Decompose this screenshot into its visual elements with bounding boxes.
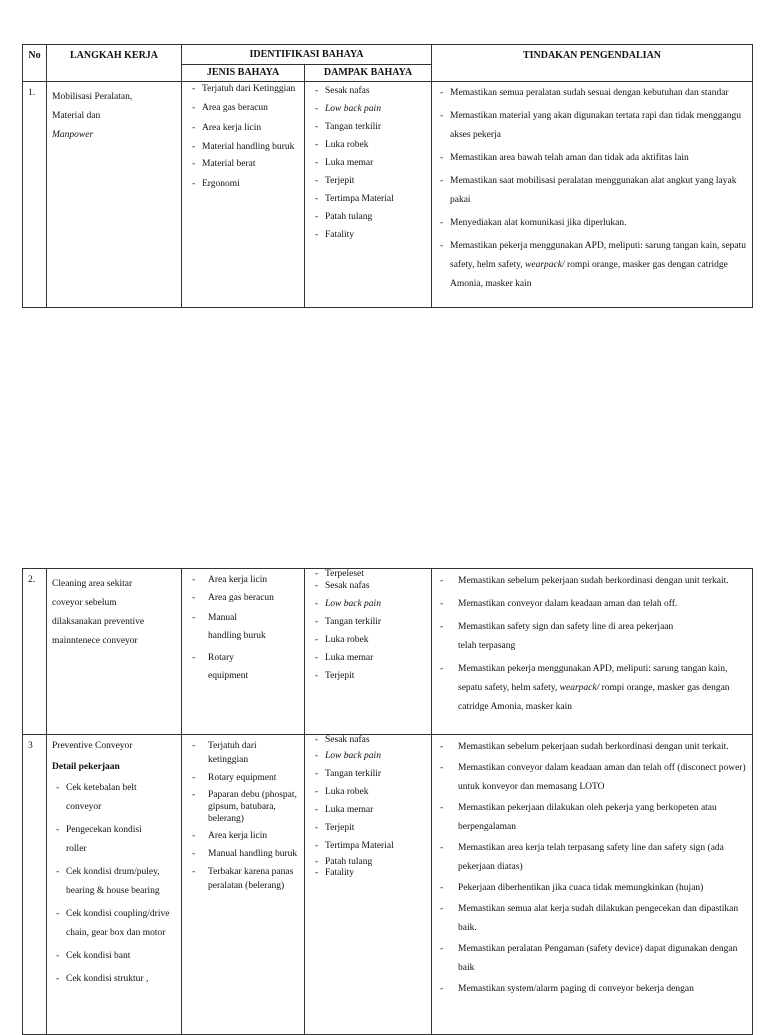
detail-item: - Cek kondisi drum/puley, bearing & house bearing bbox=[52, 863, 172, 901]
dampak-item: - Tertimpa Material bbox=[311, 839, 428, 853]
tindakan-item: - Memastikan area kerja telah terpasang safety line dan safety sign (ada pekerjaan diatas) bbox=[436, 839, 746, 877]
dampak-item: - Fatality bbox=[311, 228, 428, 242]
detail-item: - Cek kondisi struktur , bbox=[52, 970, 172, 989]
tindakan-item: - Memastikan pekerjaan dilakukan oleh pekerja yang berkopeten atau berpengalaman bbox=[436, 799, 746, 837]
header-langkah: LANGKAH KERJA bbox=[47, 45, 182, 82]
tindakan-item: - Memastikan pekerja menggunakan APD, meliputi: sarung tangan kain, sepatu safety, helm safety, wearpack/ rompi orange, masker gas dengan catridge Amonia, masker kain bbox=[436, 237, 746, 294]
tindakan-item: - Memastikan saat mobilisasi peralatan menggunakan alat angkut yang layak pakai bbox=[436, 172, 746, 210]
jenis-item: - Paparan debu (phospat, gipsum, batubara, belerang) bbox=[188, 789, 301, 825]
jenis-item: - Rotary equipment bbox=[188, 771, 301, 785]
dampak-item: - Luka memar bbox=[311, 803, 428, 817]
dampak-item: - Luka memar bbox=[311, 156, 428, 170]
dampak-item: - Sesak nafas bbox=[311, 579, 428, 593]
jenis-item: - Material berat bbox=[188, 157, 301, 171]
dampak-item: - Luka robek bbox=[311, 785, 428, 799]
tindakan-item: - Memastikan sebelum pekerjaan sudah berkordinasi dengan unit terkait. bbox=[436, 572, 746, 591]
tindakan-cell bbox=[432, 735, 753, 1035]
tindakan-item: - Memastikan sebelum pekerjaan sudah berkordinasi dengan unit terkait. bbox=[436, 738, 746, 757]
row-number: 2. bbox=[23, 569, 47, 735]
dampak-item: - Tangan terkilir bbox=[311, 120, 428, 134]
dampak-item: - Luka robek bbox=[311, 138, 428, 152]
dampak-item: - Terjepit bbox=[311, 174, 428, 188]
row-number: 3 bbox=[23, 735, 47, 1035]
langkah-line: Mobilisasi Peralatan, bbox=[52, 92, 133, 102]
dampak-item: - Sesak nafas bbox=[311, 84, 428, 98]
jenis-item: - Manual handling buruk bbox=[188, 847, 301, 861]
detail-item: - Pengecekan kondisi roller bbox=[52, 821, 172, 859]
jenis-item: - Terjatuh dari ketinggian bbox=[188, 739, 301, 767]
header-no: No bbox=[23, 45, 47, 82]
jenis-cell bbox=[182, 82, 305, 308]
detail-item: - Cek ketebalan belt conveyor bbox=[52, 779, 172, 817]
jenis-item: - Material handling buruk bbox=[188, 141, 301, 153]
tindakan-item: - Memastikan conveyor dalam keadaan aman dan telah off. bbox=[436, 595, 746, 614]
tindakan-item: - Memastikan safety sign dan safety line di area pekerjaan telah terpasang bbox=[436, 618, 746, 656]
langkah-cell bbox=[47, 82, 182, 308]
detail-item: - Cek kondisi bant bbox=[52, 947, 172, 966]
dampak-item: - Luka robek bbox=[311, 633, 428, 647]
header-tindakan: TINDAKAN PENGENDALIAN bbox=[432, 45, 753, 82]
jenis-item: - Terbakar karena panas peralatan (belerang) bbox=[188, 865, 301, 893]
header-identifikasi: IDENTIFIKASI BAHAYA bbox=[182, 45, 432, 65]
dampak-item: - Sesak nafas bbox=[311, 735, 428, 745]
header-jenis: JENIS BAHAYA bbox=[182, 65, 305, 82]
tindakan-item: - Memastikan material yang akan digunakan tertata rapi dan tidak menggangu akses pekerja bbox=[436, 107, 746, 145]
langkah-cell bbox=[47, 735, 182, 1035]
header-dampak: DAMPAK BAHAYA bbox=[305, 65, 432, 82]
dampak-item: - Low back pain bbox=[311, 102, 428, 116]
jenis-item: - Area kerja licin bbox=[188, 573, 301, 587]
langkah-cell: Cleaning area sekitar coveyor sebelum dilaksanakan preventive mainntenece conveyor bbox=[47, 569, 182, 735]
langkah-line: Manpower bbox=[52, 130, 94, 140]
jenis-item: - Rotary equipment bbox=[188, 649, 301, 685]
jenis-item: - Area gas beracun bbox=[188, 101, 301, 115]
tindakan-item: - Menyediakan alat komunikasi jika diperlukan. bbox=[436, 214, 746, 233]
dampak-cell bbox=[305, 569, 432, 735]
tindakan-item: - Memastikan semua alat kerja sudah dilakukan pengecekan dan dipastikan baik. bbox=[436, 900, 746, 938]
dampak-item: - Terjepit bbox=[311, 669, 428, 683]
dampak-cell bbox=[305, 82, 432, 308]
tindakan-item: - Memastikan area bawah telah aman dan tidak ada aktifitas lain bbox=[436, 149, 746, 168]
dampak-item: - Terjepit bbox=[311, 821, 428, 835]
jenis-item: - Ergonomi bbox=[188, 177, 301, 191]
dampak-cell bbox=[305, 735, 432, 1035]
dampak-item: - Luka memar bbox=[311, 651, 428, 665]
jenis-item: - Area kerja licin bbox=[188, 121, 301, 135]
tindakan-cell bbox=[432, 82, 753, 308]
tindakan-item: - Memastikan conveyor dalam keadaan aman dan telah off (disconect power) untuk konveyor dan memasang LOTO bbox=[436, 759, 746, 797]
langkah-line: Material dan bbox=[52, 111, 101, 121]
jenis-item: - Terjatuh dari Ketinggian bbox=[188, 84, 301, 95]
dampak-item: - Patah tulang bbox=[311, 210, 428, 224]
tindakan-item: - Pekerjaan diberhentikan jika cuaca tidak memungkinkan (hujan) bbox=[436, 879, 746, 898]
hazard-table-1 bbox=[22, 44, 753, 308]
jenis-item: - Manual handling buruk bbox=[188, 609, 301, 645]
detail-title: Detail pekerjaan bbox=[52, 762, 120, 772]
tindakan-item: - Memastikan semua peralatan sudah sesuai dengan kebutuhan dan standar bbox=[436, 84, 746, 103]
tindakan-item: - Memastikan system/alarm paging di conveyor bekerja dengan bbox=[436, 980, 746, 999]
jenis-item: - Area kerja licin bbox=[188, 829, 301, 843]
dampak-item: - Patah tulang bbox=[311, 857, 428, 868]
langkah-title: Preventive Conveyor bbox=[52, 741, 133, 751]
dampak-item: - Low back pain bbox=[311, 597, 428, 611]
dampak-item: - Tertimpa Material bbox=[311, 192, 428, 206]
detail-item: - Cek kondisi coupling/drive chain, gear box dan motor bbox=[52, 905, 172, 943]
dampak-item: - Tangan terkilir bbox=[311, 767, 428, 781]
jenis-cell bbox=[182, 735, 305, 1035]
dampak-item: - Terpeleset bbox=[311, 569, 428, 579]
jenis-cell bbox=[182, 569, 305, 735]
hazard-table-2 bbox=[22, 568, 753, 1035]
tindakan-item: - Memastikan pekerja menggunakan APD, meliputi: sarung tangan kain, sepatu safety, helm safety, wearpack/ rompi orange, masker gas dengan catridge Amonia, masker kain bbox=[436, 660, 746, 717]
tindakan-item: - Memastikan peralatan Pengaman (safety device) dapat digunakan dengan baik bbox=[436, 940, 746, 978]
dampak-item: - Low back pain bbox=[311, 749, 428, 763]
tindakan-cell bbox=[432, 569, 753, 735]
jenis-item: - Area gas beracun bbox=[188, 591, 301, 605]
row-number: 1. bbox=[23, 82, 47, 308]
dampak-item: - Tangan terkilir bbox=[311, 615, 428, 629]
dampak-item: - Fatality bbox=[311, 868, 428, 879]
